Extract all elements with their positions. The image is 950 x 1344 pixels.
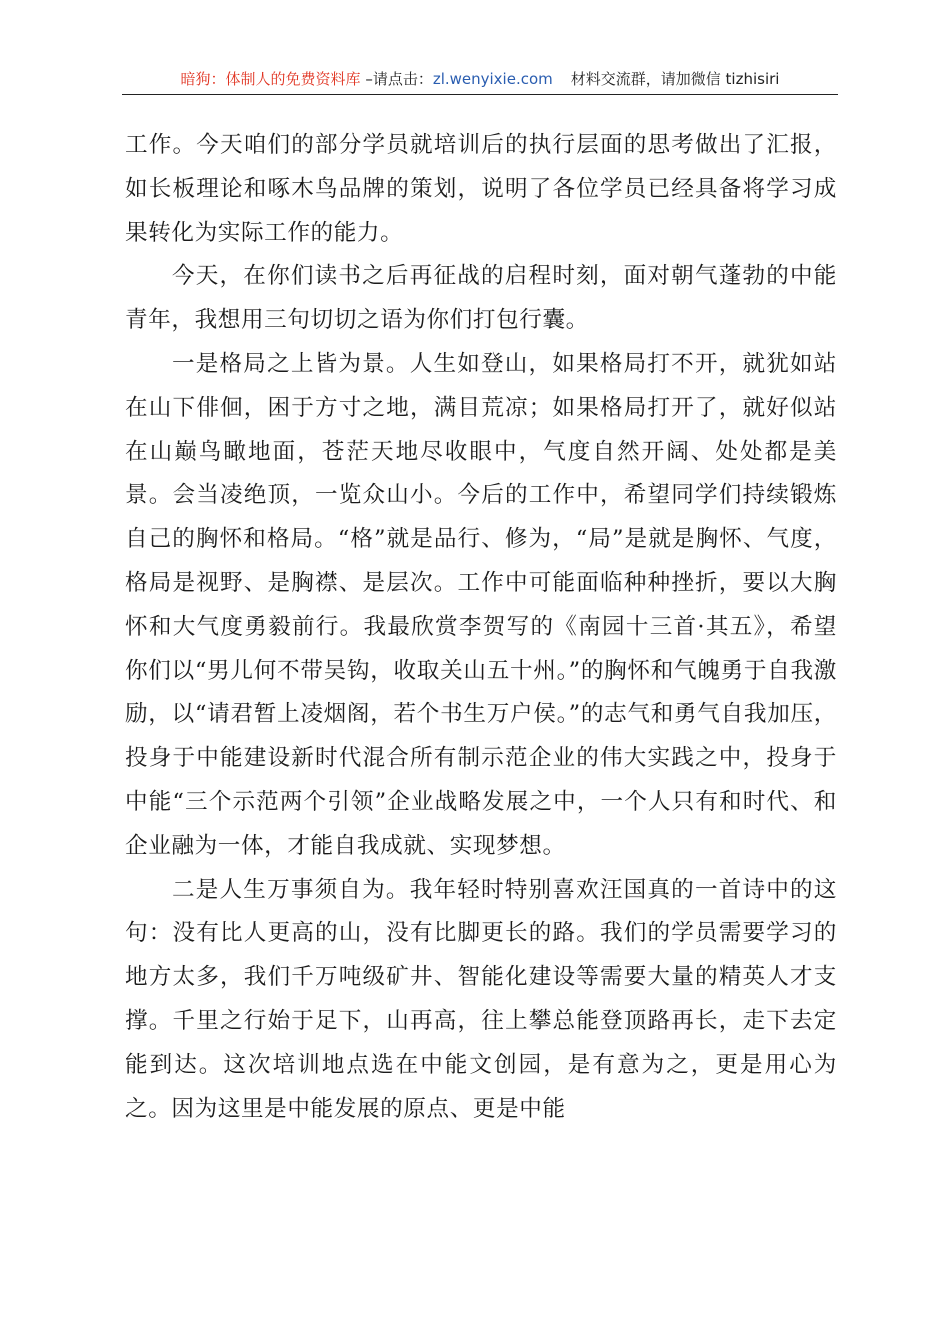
document-body — [125, 124, 837, 1131]
header-url-link[interactable]: zl.wenyixie.com — [432, 70, 553, 88]
page-header — [122, 68, 838, 95]
paragraph-point-two: 二是人生万事须自为。我年轻时特别喜欢汪国真的一首诗中的这句：没有比人更高的山，没有比脚更长的路。我们的学员需要学习的地方太多，我们千万吨级矿井、智能化建设等需要大量的精英人才支撑。千里之行始于足下，山再高，往上攀总能登顶路再长，走下去定能到达。这次培训地点选在中能文创园，是有意为之，更是用心为之。因为这里是中能发展的原点、更是中能 — [125, 876, 837, 1122]
paragraph-continuation: 工作。今天咱们的部分学员就培训后的执行层面的思考做出了汇报，如长板理论和啄木鸟品牌的策划，说明了各位学员已经具备将学习成果转化为实际工作的能力。 — [125, 132, 837, 246]
paragraph-point-one: 一是格局之上皆为景。人生如登山，如果格局打不开，就犹如站在山下俳佪，困于方寸之地，满目荒凉；如果格局打开了，就好似站在山巅鸟瞰地面，苍茫天地尽收眼中，气度自然开阔、处处都是美景。会当凌绝顶，一览众山小。今后的工作中，希望同学们持续锻炼自己的胸怀和格局。“格”就是品行、修为，“局”是就是胸怀、气度，格局是视野、是胸襟、是层次。工作中可能面临种种挫折，要以大胸怀和大气度勇毅前行。我最欣赏李贺写的《南园十三首·其五》，希望你们以“男儿何不带吴钩，收取关山五十州。”的胸怀和气魄勇于自我激励，以“请君暂上凌烟阁，若个书生万户侯。”的志气和勇气自我加压，投身于中能建设新时代混合所有制示范企业的伟大实践之中，投身于中能“三个示范两个引领”企业战略发展之中，一个人只有和时代、和企业融为一体，才能自我成就、实现梦想。 — [125, 350, 837, 859]
header-click-prefix: –请点击： — [360, 70, 433, 88]
header-brand: 暗狗：体制人的免费资料库 — [180, 70, 361, 88]
header-group-note: 材料交流群，请加微信 tizhisiri — [570, 70, 780, 88]
paragraph-intro: 今天，在你们读书之后再征战的启程时刻，面对朝气蓬勃的中能青年，我想用三句切切之语为你们打包行囊。 — [125, 263, 837, 334]
